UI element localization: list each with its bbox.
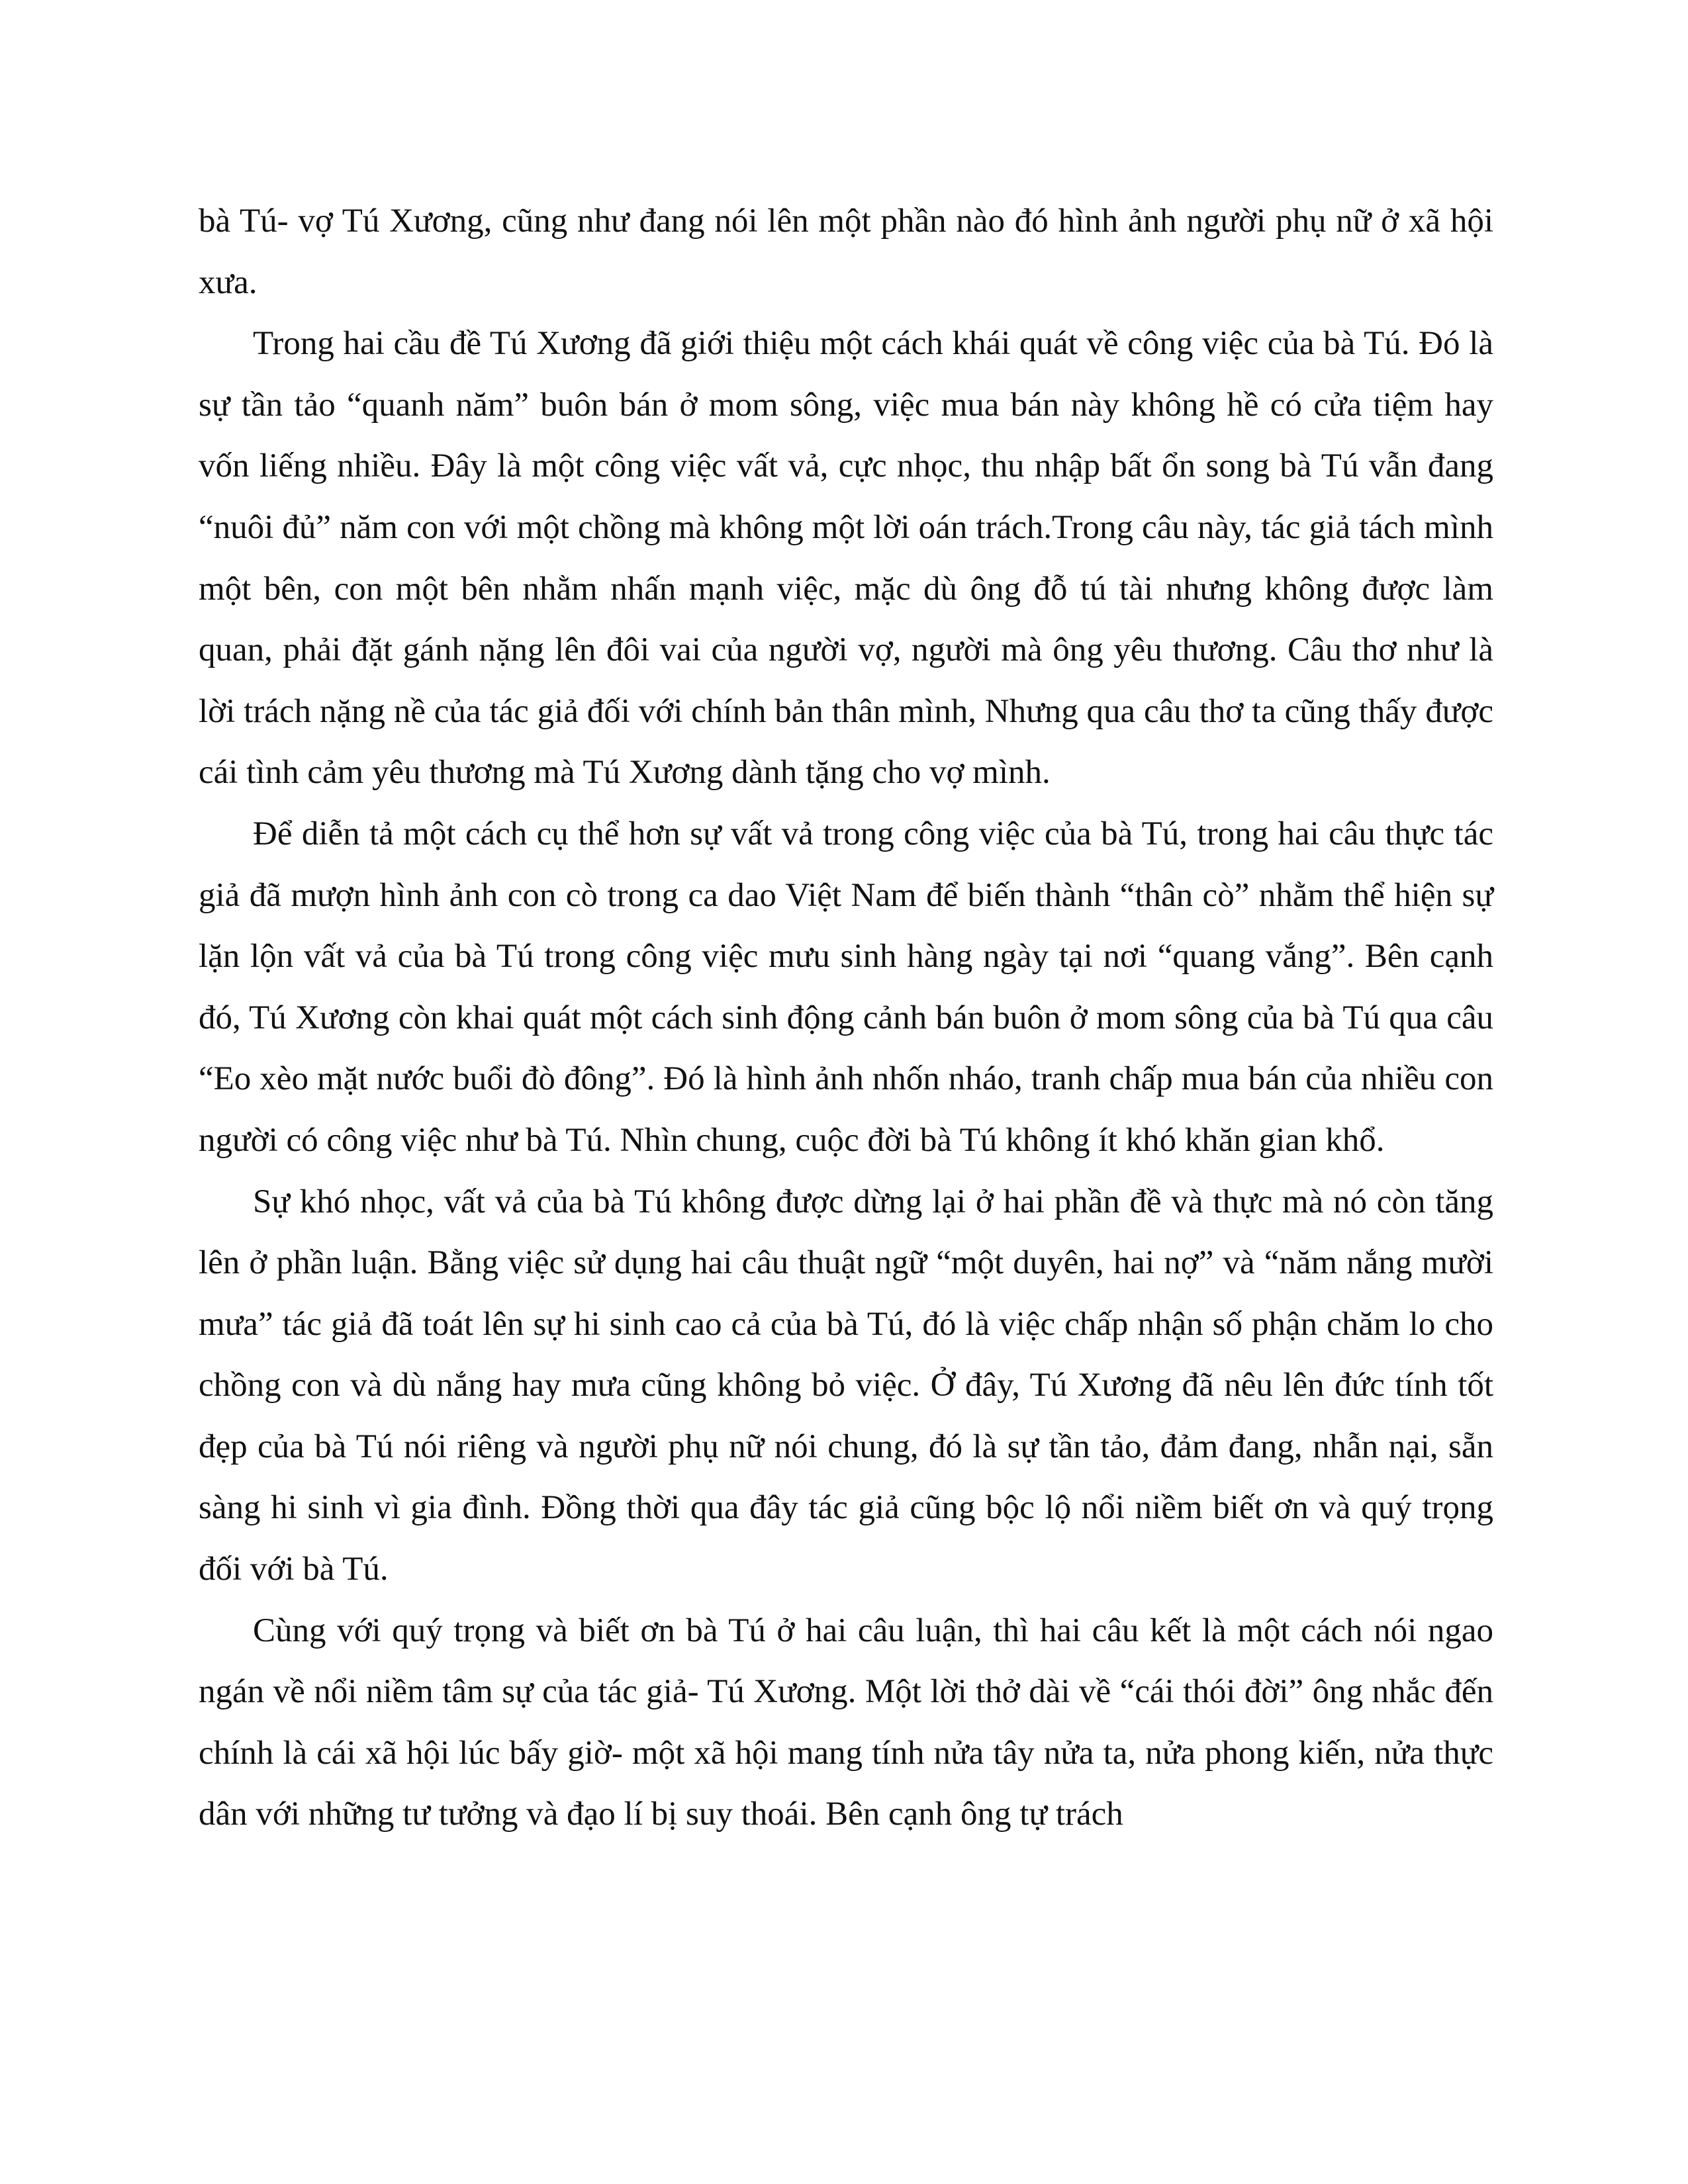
paragraph-2: Trong hai cầu đề Tú Xương đã giới thiệu một cách khái quát về công việc của bà Tú. Đó là sự tần tảo “quanh năm” buôn bán ở mom sông, việc mua bán này không hề có cửa tiệm hay vốn liếng nhiều. Đây là một công việc vất vả, cực nhọc, thu nhập bất ổn song bà Tú vẫn đang “nuôi đủ” năm con với một chồng mà không một lời oán trách.Trong câu này, tác giả tách mình một bên, con một bên nhằm nhấn mạnh việc, mặc dù ông đỗ tú tài nhưng không được làm quan, phải đặt gánh nặng lên đôi vai của người vợ, người mà ông yêu thương. Câu thơ như là lời trách nặng nề của tác giả đối với chính bản thân mình, Nhưng qua câu thơ ta cũng thấy được cái tình cảm yêu thương mà Tú Xương dành tặng cho vợ mình.: [199, 325, 1493, 792]
paragraph-5: Cùng với quý trọng và biết ơn bà Tú ở hai câu luận, thì hai câu kết là một cách nói ngao ngán về nổi niềm tâm sự của tác giả- Tú Xương. Một lời thở dài về “cái thói đời” ông nhắc đến chính là cái xã hội lúc bấy giờ- một xã hội mang tính nửa tây nửa ta, nửa phong kiến, nửa thực dân với những tư tưởng và đạo lí bị suy thoái. Bên cạnh ông tự trách: [199, 1612, 1493, 1833]
paragraph-4: Sự khó nhọc, vất vả của bà Tú không được dừng lại ở hai phần đề và thực mà nó còn tăng lên ở phần luận. Bằng việc sử dụng hai câu thuật ngữ “một duyên, hai nợ” và “năm nắng mười mưa” tác giả đã toát lên sự hi sinh cao cả của bà Tú, đó là việc chấp nhận số phận chăm lo cho chồng con và dù nắng hay mưa cũng không bỏ việc. Ở đây, Tú Xương đã nêu lên đức tính tốt đẹp của bà Tú nói riêng và người phụ nữ nói chung, đó là sự tần tảo, đảm đang, nhẫn nại, sẵn sàng hi sinh vì gia đình. Đồng thời qua đây tác giả cũng bộc lộ nổi niềm biết ơn và quý trọng đối với bà Tú.: [199, 1183, 1493, 1588]
paragraph-3: Để diễn tả một cách cụ thể hơn sự vất vả trong công việc của bà Tú, trong hai câu thực tác giả đã mượn hình ảnh con cò trong ca dao Việt Nam để biến thành “thân cò” nhằm thể hiện sự lặn lộn vất vả của bà Tú trong công việc mưu sinh hàng ngày tại nơi “quang vắng”. Bên cạnh đó, Tú Xương còn khai quát một cách sinh động cảnh bán buôn ở mom sông của bà Tú qua câu “Eo xèo mặt nước buổi đò đông”. Đó là hình ảnh nhốn nháo, tranh chấp mua bán của nhiều con người có công việc như bà Tú. Nhìn chung, cuộc đời bà Tú không ít khó khăn gian khổ.: [199, 815, 1493, 1159]
paragraph-1: bà Tú- vợ Tú Xương, cũng như đang nói lên một phần nào đó hình ảnh người phụ nữ ở xã hội xưa.: [199, 203, 1493, 301]
body-text: [199, 191, 1493, 1845]
